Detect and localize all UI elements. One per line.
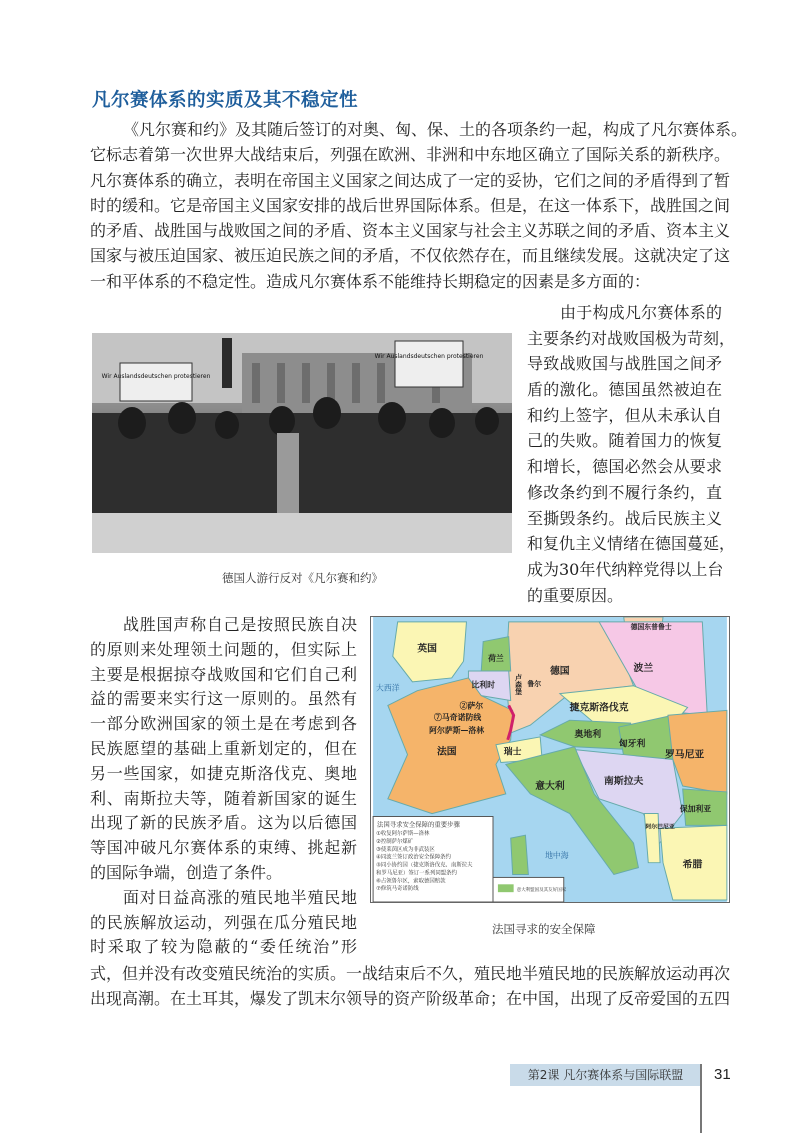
- text-line: 时的缓和。它是帝国主义国家安排的战后世界国际体系。但是，在这一体系下，战胜国之间: [90, 195, 731, 215]
- label-uk: 英国: [417, 643, 437, 655]
- text-line: 成为30年代纳粹党得以上台: [527, 559, 724, 579]
- text-line: 出现了新的民族矛盾。这为以后德国: [90, 813, 357, 833]
- text-line: 国家与被压迫国家、被压迫民族之间的矛盾，不仅依然存在，而且继续发展。这就决定了这: [90, 246, 731, 266]
- page-number: 31: [714, 1066, 731, 1083]
- label-yugoslavia: 南斯拉夫: [604, 776, 644, 788]
- text-line: 它标志着第一次世界大战结束后，列强在欧洲、非洲和中东地区确立了国际关系的新秩序。: [90, 145, 731, 165]
- label-maginot: ⑦马奇诺防线: [434, 713, 482, 723]
- label-france: 法国: [436, 746, 457, 758]
- text-line: 由于构成凡尔赛体系的: [560, 303, 722, 322]
- paragraph-1: [90, 117, 748, 294]
- sardinia-region: [511, 835, 529, 874]
- lesson-footer: 第2课 凡尔赛体系与国际联盟: [510, 1064, 701, 1086]
- label-alsace: 阿尔萨斯—洛林: [429, 725, 485, 735]
- label-mediterranean: 地中海: [545, 850, 569, 860]
- paragraph-3: [90, 612, 357, 959]
- legend-item: 和罗马尼亚）签订一系列同盟条约: [376, 870, 457, 877]
- legend-title: 法国寻求安全保障的重要步骤: [377, 820, 460, 829]
- europe-security-map: [370, 616, 730, 903]
- text-line: 的矛盾、战胜国与战败国之间的矛盾、资本主义国家与社会主义苏联之间的矛盾、资本主义: [90, 221, 731, 241]
- label-greece: 希腊: [682, 859, 703, 871]
- legend-green-label: 意大利盟国及其友好国家: [516, 888, 567, 894]
- section-title: 凡尔赛体系的实质及其不稳定性: [92, 90, 359, 111]
- text-line: 主要是根据掠夺战败国和它们自己利: [90, 664, 357, 684]
- text-line: 修改条约到不履行条约，直: [527, 482, 722, 502]
- label-austria: 奥地利: [574, 729, 602, 740]
- legend-item: ③使莱茵区成为非武装区: [376, 846, 435, 853]
- text-line: 盾的激化。德国虽然被迫在: [527, 380, 722, 400]
- text-line: 益的需要来实行这一原则的。虽然有: [90, 689, 357, 709]
- text-line: 和约上签字，但从未承认自: [527, 405, 722, 425]
- label-swiss: 瑞士: [503, 747, 522, 758]
- text-line: 的国际争端，创造了条件。: [90, 862, 283, 882]
- label-netherlands: 荷兰: [488, 654, 504, 664]
- text-line: 己的失败。随着国力的恢复: [527, 431, 722, 451]
- label-east-prussia: 德国东普鲁士: [630, 622, 672, 631]
- text-line: 和增长，德国必然会从要求: [527, 457, 722, 477]
- label-albania: 阿尔巴尼亚: [645, 823, 675, 831]
- label-luxembourg: 卢森堡: [513, 674, 522, 695]
- text-line: 利、南斯拉夫等，随着新国家的诞生: [90, 788, 357, 808]
- label-atlantic: 大西洋: [376, 683, 400, 693]
- paragraph-2: [527, 300, 736, 608]
- label-bulgaria: 保加利亚: [679, 804, 712, 814]
- legend-item: ⑦修筑马奇诺防线: [376, 886, 419, 893]
- text-line: 导致战败国与战胜国之间矛: [527, 354, 722, 374]
- text-line: 和复仇主义情绪在德国蔓延，: [527, 534, 736, 554]
- legend-green-swatch: [498, 884, 514, 892]
- label-hungary: 匈牙利: [618, 739, 646, 750]
- text-line: 的重要原因。: [527, 585, 624, 605]
- text-line: 民族愿望的基础上重新划定的，但在: [90, 738, 357, 758]
- text-line: 凡尔赛体系的确立，表明在帝国主义国家之间达成了一定的妥协，它们之间的矛盾得到了暂: [90, 170, 731, 190]
- photo-illustration: [92, 333, 512, 553]
- label-italy: 意大利: [535, 780, 565, 792]
- label-czech: 捷克斯洛伐克: [569, 702, 629, 714]
- paragraph-4: [90, 961, 731, 1012]
- legend-item: ④同波兰签订政治安全保障条约: [376, 854, 451, 861]
- label-romania: 罗马尼亚: [664, 749, 705, 761]
- text-line: 的民族解放运动，列强在瓜分殖民地: [90, 912, 357, 932]
- protest-photo: [92, 333, 512, 553]
- text-line: 战胜国声称自己是按照民族自决: [123, 615, 357, 634]
- text-line: 面对日益高涨的殖民地半殖民地: [123, 887, 357, 907]
- text-line: 一和平体系的不稳定性。造成凡尔赛体系不能维持长期稳定的因素是多方面的：: [90, 271, 651, 291]
- legend-item: ⑥占领鲁尔区，索取德国赔款: [376, 878, 446, 885]
- text-line: 时采取了较为隐蔽的“委任统治”形: [90, 937, 357, 957]
- map-caption: 法国寻求的安全保障: [492, 922, 596, 936]
- text-line: 《凡尔赛和约》及其随后签订的对奥、匈、保、土的各项条约一起，构成了凡尔赛体系。: [123, 120, 748, 139]
- placard-left-text: Wir Auslandsdeutschen protestieren: [101, 373, 211, 380]
- text-line: 另一些国家，如捷克斯洛伐克、奥地: [90, 763, 357, 783]
- text-line: 主要条约对战败国极为苛刻，: [527, 328, 736, 348]
- legend-item: ②控制萨尔煤矿: [376, 839, 414, 846]
- placard-right-text: Wir Auslandsdeutschen protestieren: [374, 353, 484, 360]
- legend-item: ⑤同小协约国（捷克斯洛伐克、南斯拉夫: [376, 862, 473, 869]
- photo-caption: 德国人游行反对《凡尔赛和约》: [222, 571, 383, 585]
- label-poland: 波兰: [633, 663, 654, 675]
- text-line: 的原则来处理领土问题的，但实际上: [90, 639, 357, 659]
- text-line: 一部分欧洲国家的领土是在考虑到各: [90, 714, 357, 734]
- label-belgium: 比利时: [471, 680, 495, 690]
- text-line: 出现高潮。在土耳其，爆发了凯末尔领导的资产阶级革命；在中国，出现了反帝爱国的五四: [90, 989, 731, 1009]
- text-line: 式，但并没有改变殖民统治的实质。一战结束后不久，殖民地半殖民地的民族解放运动再次: [90, 964, 731, 983]
- label-germany: 德国: [550, 666, 570, 677]
- text-line: 等国冲破凡尔赛体系的束缚、挑起新: [90, 838, 357, 858]
- text-line: 至撕毁条约。战后民族主义: [527, 508, 722, 528]
- label-saar: ②萨尔: [459, 701, 484, 711]
- footer-divider: [700, 1064, 702, 1133]
- label-ruhr: 鲁尔: [527, 679, 542, 688]
- legend-item: ①收复阿尔萨斯—洛林: [376, 831, 430, 838]
